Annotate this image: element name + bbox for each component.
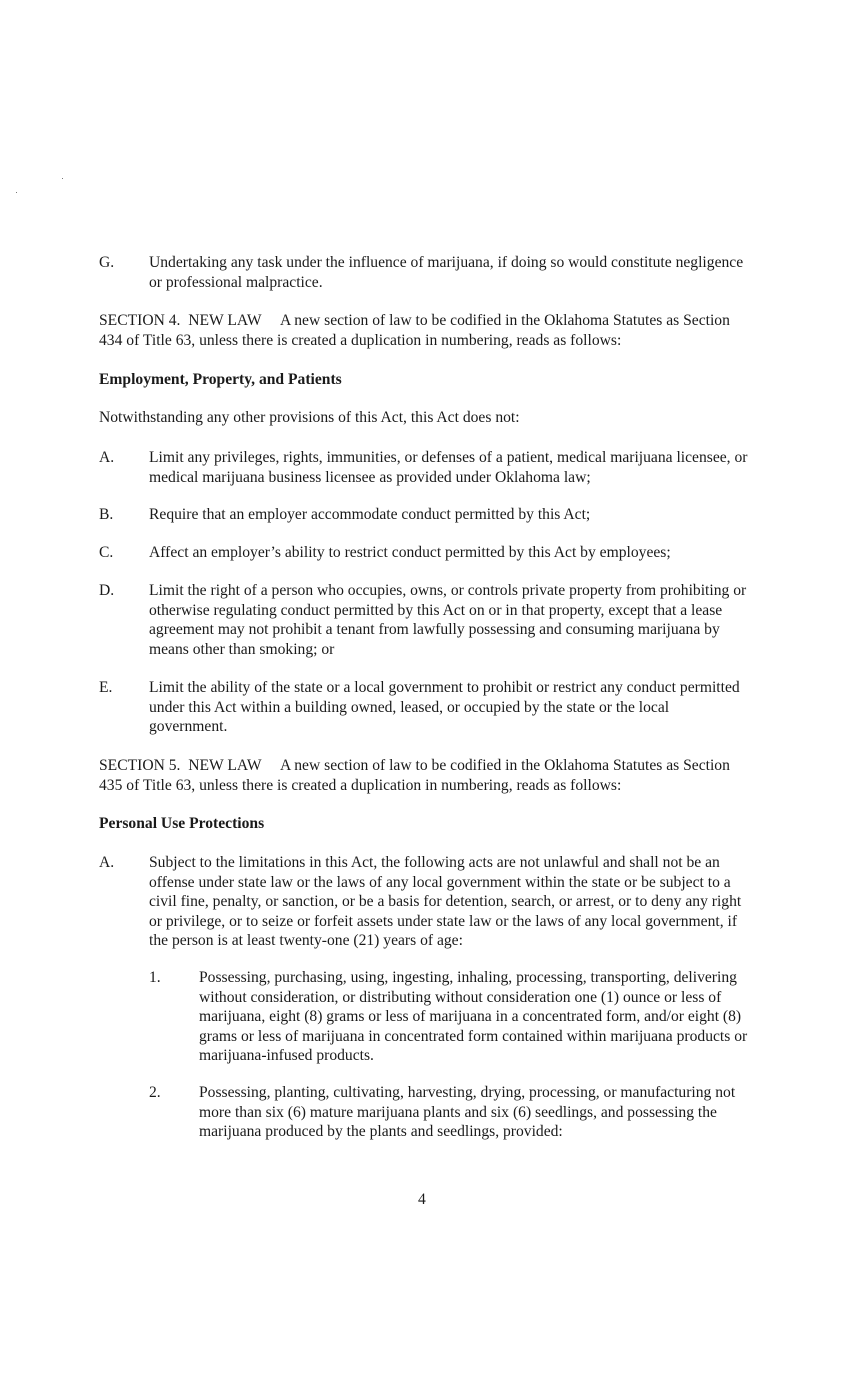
heading-employment: Employment, Property, and Patients: [99, 371, 342, 388]
intro-paragraph: Notwithstanding any other provisions of this Act, this Act does not:: [99, 409, 520, 426]
sub-item-1: [149, 968, 749, 1066]
item-label: D.: [99, 582, 115, 599]
item-label: A.: [99, 854, 115, 871]
item-text: Limit the ability of the state or a local government to prohibit or restrict any conduct permitted under this Act within a building owned, leased, or occupied by the state or the local government.: [149, 679, 740, 736]
item-text: Limit any privileges, rights, immunities, or defenses of a patient, medical marijuana licensee, or medical marijuana business licensee as provided under Oklahoma law;: [149, 449, 748, 486]
list-item-a: [99, 448, 749, 487]
item-text: Subject to the limitations in this Act, the following acts are not unlawful and shall not be an offense under state law or the laws of any local government within the state or be subject to a civil fine, penalty, or sanction, or be a basis for detention, search, or arrest, or to deny any right or privilege, or to seize or forfeit assets under state law or the laws of any local government, if the person is at least twenty-one (21) years of age:: [149, 854, 742, 950]
item-label: G.: [99, 254, 115, 271]
item-label: A.: [99, 449, 115, 466]
item-text: Affect an employer’s ability to restrict conduct permitted by this Act by employees;: [149, 544, 671, 561]
item-text: Limit the right of a person who occupies, owns, or controls private property from prohibiting or otherwise regulating conduct permitted by this Act on or in that property, except that a lease agreement may not prohibit a tenant from lawfully possessing and consuming marijuana by means other than smoking; or: [149, 582, 747, 658]
item-label: B.: [99, 506, 114, 523]
item-label: E.: [99, 679, 113, 696]
section-text: SECTION 4. NEW LAW A new section of law to be codified in the Oklahoma Statutes as Section 434 of Title 63, unless there is created a duplication in numbering, reads as follows:: [99, 312, 734, 349]
list-item-b: [99, 505, 749, 525]
sub-item-text: Possessing, planting, cultivating, harvesting, drying, processing, or manufacturing not more than six (6) mature marijuana plants and six (6) seedlings, and possessing the marijuana produced by the plants and seedlings, provided:: [199, 1084, 736, 1141]
sub-item-2: [149, 1083, 749, 1142]
scan-speck: [62, 178, 63, 179]
item-text: Require that an employer accommodate conduct permitted by this Act;: [149, 506, 591, 523]
sub-item-label: 2.: [149, 1084, 161, 1101]
sub-item-label: 1.: [149, 969, 161, 986]
sub-item-text: Possessing, purchasing, using, ingesting, inhaling, processing, transporting, delivering without consideration, or distributing without consideration one (1) ounce or less of marijuana, eight (8) grams or less of marijuana in a concentrated form, and/or eight (8) grams or less of marijuana in concentrated form contained within marijuana products or marijuana-infused products.: [199, 969, 748, 1065]
item-text: Undertaking any task under the influence of marijuana, if doing so would constitute negligence or professional malpractice.: [149, 254, 744, 291]
list-item-d: [99, 581, 749, 659]
section-5-paragraph: [99, 756, 749, 795]
list-item-e: [99, 678, 749, 737]
heading-personal-use: Personal Use Protections: [99, 815, 265, 832]
page-number-text: 4: [418, 1191, 426, 1208]
section-text: SECTION 5. NEW LAW A new section of law to be codified in the Oklahoma Statutes as Section 435 of Title 63, unless there is created a duplication in numbering, reads as follows:: [99, 757, 734, 794]
list-item-g: [99, 253, 749, 292]
list-item-c: [99, 543, 749, 563]
list-item-a-personal: [99, 853, 749, 951]
scan-speck: [16, 192, 17, 193]
section-4-paragraph: [99, 311, 749, 350]
item-label: C.: [99, 544, 114, 561]
